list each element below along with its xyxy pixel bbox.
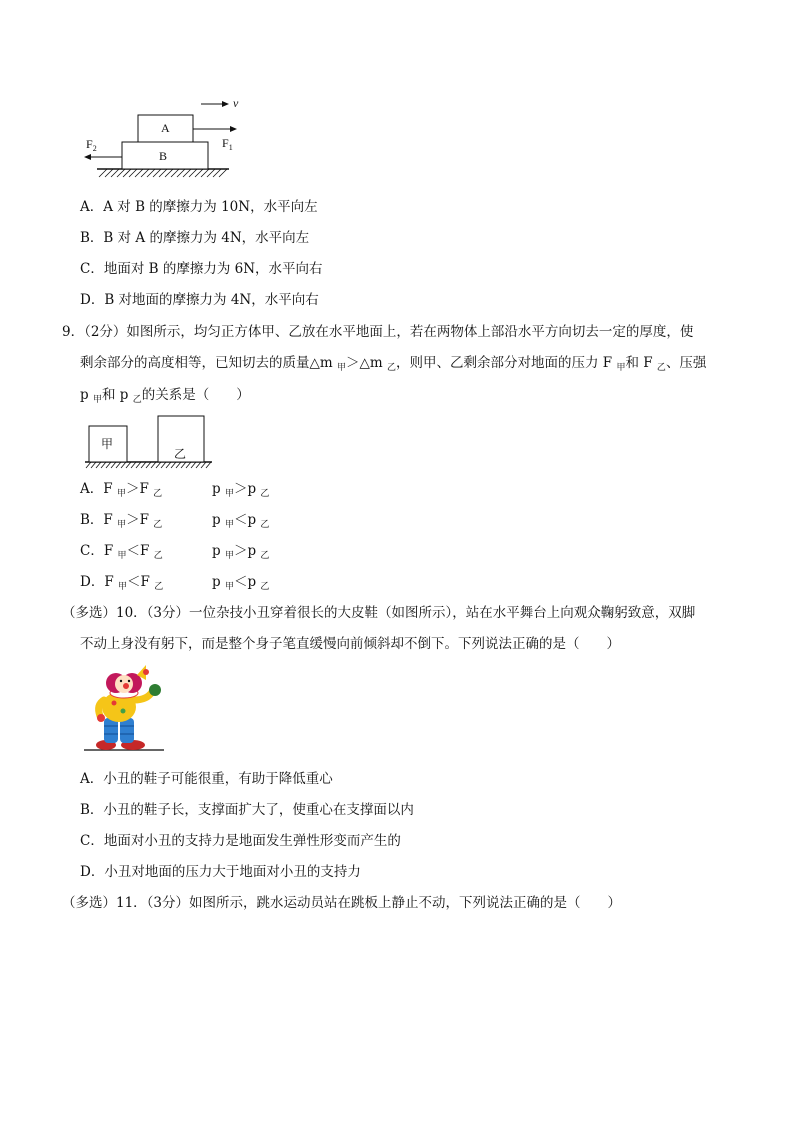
- q10-stem-line2: 不动上身没有躬下，而是整个身子笔直缓慢向前倾斜却不倒下。下列说法正确的是（ ）: [80, 636, 620, 652]
- q9-stem-line2: 剩余部分的高度相等，已知切去的质量△m $_甲$＞△m $_乙$，则甲、乙剩余部分对地面的压力 F $_甲$和 F $_乙$、压强: [80, 355, 707, 373]
- f2-label: $F_2$: [86, 137, 97, 153]
- block-b-label: B: [159, 149, 168, 163]
- q8-option-c: C．地面对 B 的摩擦力为 6N，水平向右: [80, 261, 323, 277]
- cube-yi-label: 乙: [174, 447, 187, 461]
- q10-stem-line1: （多选）10．（3分）一位杂技小丑穿着很长的大皮鞋（如图所示），站在水平舞台上向观众鞠躬致意，双脚: [62, 605, 696, 621]
- q9-option-b: B．F $_甲$＞F $_乙$: [80, 512, 163, 530]
- q8-option-d: D．B 对地面的摩擦力为 4N，水平向右: [80, 292, 319, 308]
- q9-option-c: C．F $_甲$＜F $_乙$: [80, 543, 163, 561]
- q10-option-b: B．小丑的鞋子长，支撑面扩大了，使重心在支撑面以内: [80, 802, 414, 818]
- block-a-label: A: [161, 121, 170, 135]
- cube-jia-label: 甲: [101, 437, 114, 451]
- q9-option-b-pressure: p $_甲$＜p $_乙$: [212, 512, 270, 530]
- q9-option-a: A．F $_甲$＞F $_乙$: [80, 481, 163, 499]
- velocity-label: v: [233, 96, 239, 110]
- q9-option-d-pressure: p $_甲$＜p $_乙$: [212, 574, 270, 592]
- q11-stem-line1: （多选）11．（3分）如图所示，跳水运动员站在跳板上静止不动，下列说法正确的是（ ）: [62, 895, 622, 911]
- q9-option-a-pressure: p $_甲$＞p $_乙$: [212, 481, 270, 499]
- q9-option-c-pressure: p $_甲$＞p $_乙$: [212, 543, 270, 561]
- q9-stem-line1: 9．（2分）如图所示，均匀正方体甲、乙放在水平地面上，若在两物体上部沿水平方向切去一定的厚度，使: [62, 324, 694, 340]
- f1-label: $F_1$: [222, 136, 233, 152]
- q9-stem-line3: p $_甲$和 p $_乙$的关系是（ ）: [80, 387, 250, 405]
- q8-option-b: B．B 对 A 的摩擦力为 4N，水平向左: [80, 230, 310, 246]
- q10-option-d: D．小丑对地面的压力大于地面对小丑的支持力: [80, 864, 361, 880]
- q10-option-a: A．小丑的鞋子可能很重，有助于降低重心: [80, 771, 333, 787]
- q10-option-c: C．地面对小丑的支持力是地面发生弹性形变而产生的: [80, 833, 401, 849]
- q8-option-a: A．A 对 B 的摩擦力为 10N，水平向左: [80, 199, 318, 215]
- q9-option-d: D．F $_甲$＜F $_乙$: [80, 574, 164, 592]
